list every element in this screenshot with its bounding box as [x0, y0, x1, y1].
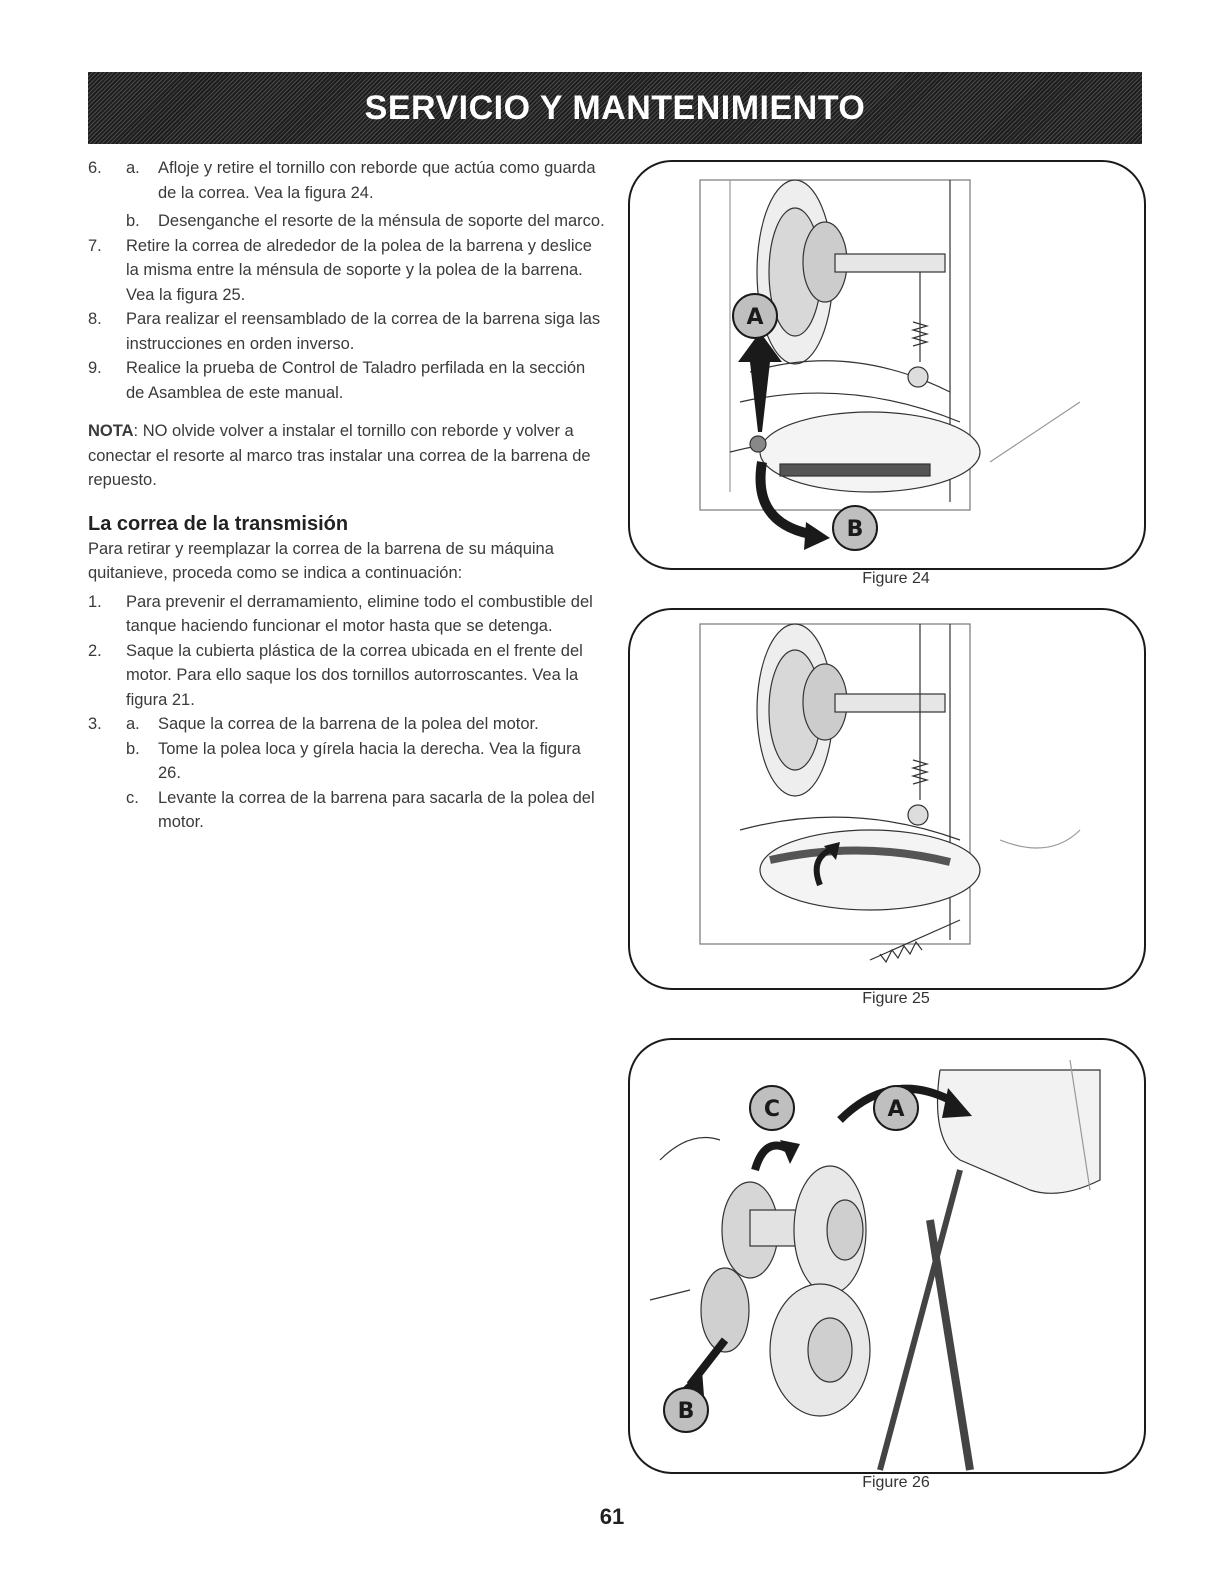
step-text: Levante la correa de la barrena para sacarla de la polea del motor.	[158, 788, 595, 831]
step-number: 9.	[88, 359, 102, 377]
step-6a	[88, 156, 608, 205]
step-letter: b.	[126, 739, 140, 758]
step-text: Para realizar el reensamblado de la correa de la barrena siga las instrucciones en orden inverso.	[126, 310, 601, 353]
svg-text:A: A	[746, 305, 764, 330]
step-9	[88, 356, 608, 405]
step-text: Realice la prueba de Control de Taladro perfilada en la sección de Asamblea de este manual.	[126, 359, 586, 402]
figure-24	[628, 160, 1146, 570]
step-letter: c.	[126, 788, 139, 807]
figure-24-caption: Figure 24	[862, 570, 930, 587]
svg-text:A: A	[887, 1097, 905, 1122]
step-7	[88, 234, 608, 308]
svg-text:B: B	[677, 1399, 695, 1424]
step-number: 7.	[88, 236, 102, 255]
step-2	[88, 639, 608, 713]
instructions-column	[88, 156, 608, 835]
figure-25	[628, 608, 1146, 990]
step-number: 2.	[88, 641, 102, 660]
step-text: Para prevenir el derramamiento, elimine todo el combustible del tanque haciendo funcionar el motor hasta que se detenga.	[126, 592, 593, 635]
step-text: Tome la polea loca y gírela hacia la derecha. Vea la figura 26.	[158, 739, 581, 782]
callout-a	[874, 1086, 918, 1130]
callout-a	[733, 294, 777, 338]
step-text: Desenganche el resorte de la ménsula de soporte del marco.	[158, 212, 605, 230]
figure-25-illustration	[630, 610, 1144, 988]
callout-c	[750, 1086, 794, 1130]
step-6b	[88, 209, 608, 234]
svg-text:C: C	[763, 1097, 781, 1122]
step-8	[88, 307, 608, 356]
step-3a	[88, 712, 608, 737]
step-number: 8.	[88, 310, 102, 328]
figure-26-caption: Figure 26	[862, 1474, 930, 1491]
callout-b	[833, 506, 877, 550]
step-text: Saque la cubierta plástica de la correa ubicada en el frente del motor. Para ello saque los dos tornillos autorroscantes. Vea la figura 21.	[126, 641, 583, 709]
step-number: 3.	[88, 715, 102, 733]
section-intro: Para retirar y reemplazar la correa de la barrena de su máquina quitanieve, proceda como se indica a continuación:	[88, 539, 554, 582]
figure-26-illustration	[630, 1040, 1144, 1472]
figure-26	[628, 1038, 1146, 1474]
step-3c	[88, 786, 608, 835]
step-letter: b.	[126, 212, 140, 230]
step-1	[88, 590, 608, 639]
page-number: 61	[599, 1504, 625, 1529]
callout-b	[664, 1388, 708, 1432]
figure-24-illustration	[630, 162, 1144, 568]
step-text: Retire la correa de alrededor de la polea de la barrena y deslice la misma entre la ménsula de soporte y la polea de la barrena. Vea la figura 25.	[126, 236, 592, 304]
step-number: 6.	[88, 159, 102, 177]
note-paragraph	[88, 419, 608, 493]
step-3b	[88, 737, 608, 786]
step-text: Afloje y retire el tornillo con reborde que actúa como guarda de la correa. Vea la figura 24.	[158, 159, 596, 202]
step-letter: a.	[126, 159, 140, 177]
step-number: 1.	[88, 592, 102, 611]
svg-text:B: B	[846, 517, 864, 542]
section-heading: La correa de la transmisión	[88, 512, 349, 535]
note-label: NOTA	[88, 422, 134, 440]
note-text: : NO olvide volver a instalar el tornillo con reborde y volver a conectar el resorte al marco tras instalar una correa de la barrena de repuesto.	[88, 422, 591, 489]
step-letter: a.	[126, 715, 140, 733]
section-banner	[88, 72, 1142, 144]
figure-25-caption: Figure 25	[862, 990, 930, 1007]
step-text: Saque la correa de la barrena de la polea del motor.	[158, 715, 539, 733]
section-title: SERVICIO Y MANTENIMIENTO	[364, 88, 866, 127]
